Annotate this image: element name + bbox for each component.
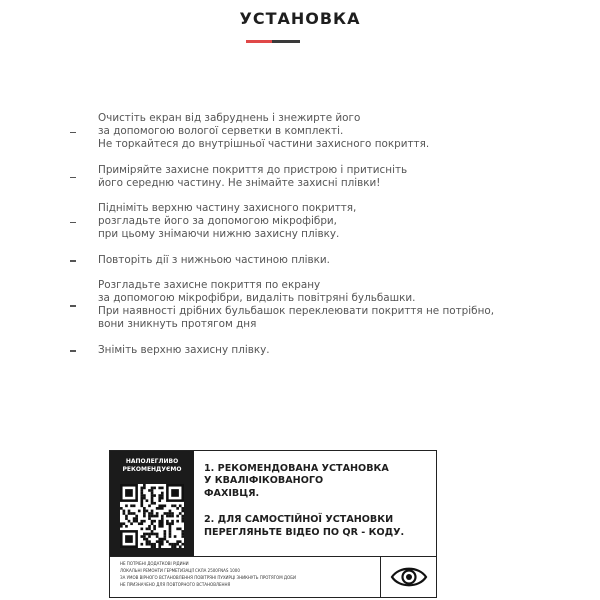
step-bullet	[70, 222, 76, 223]
step-text	[98, 279, 540, 332]
recommendation-item-1	[204, 463, 429, 500]
note-line: НЕ ПОТРІБНІ ДОДАТКОВІ РІДИНИ	[120, 561, 189, 566]
step-line: Не торкайтеся до внутрішньої частини захисного покриття.	[98, 138, 430, 151]
step-line: Очистіть екран від забруднень і знежирте його	[98, 112, 361, 124]
recommendation-line: ПЕРЕГЛЯНЬТЕ ВІДЕО ПО QR - КОДУ.	[204, 526, 405, 538]
recommendation-line: ФАХІВЦЯ.	[204, 487, 260, 499]
recommendation-badge-panel	[110, 451, 194, 556]
step-line: вони зникнуть протягом дня	[98, 318, 257, 331]
qr-code-icon[interactable]	[120, 484, 184, 548]
recommendation-divider	[110, 556, 436, 557]
step-6	[60, 344, 540, 357]
recommendation-item-2	[204, 514, 429, 539]
badge-line: РЕКОМЕНДУЄМО	[122, 466, 182, 473]
title-underline	[246, 40, 300, 43]
step-line: При наявності дрібних бульбашок переклеювати покриття не потрібно,	[98, 305, 495, 318]
recommendation-notes	[120, 560, 378, 588]
step-bullet	[70, 177, 76, 178]
page-title: УСТАНОВКА	[239, 9, 361, 28]
step-4	[60, 254, 540, 267]
recommendation-badge	[110, 458, 194, 474]
qr-code-graphic	[120, 484, 184, 548]
step-3	[60, 202, 540, 242]
step-bullet	[70, 260, 76, 261]
step-text	[98, 344, 540, 357]
badge-line: НАПОЛЕГЛИВО	[125, 458, 179, 465]
step-text	[98, 164, 540, 190]
recommendation-box	[109, 450, 437, 598]
step-text	[98, 112, 540, 152]
note-line: ЛОКАЛЬНІ РЕМОНТИ ГЕРМЕТИЗАЦІЇ СКЛА 2500FNAS 1000	[120, 568, 240, 573]
note-line: НЕ ПРИЗНАЧЕНО ДЛЯ ПОВТОРНОГО ВСТАНОВЛЕННЯ	[120, 582, 231, 587]
step-line: Приміряйте захисне покриття до пристрою і притисніть	[98, 163, 408, 176]
step-text	[98, 202, 540, 242]
step-line: Підніміть верхню частину захисного покриття,	[98, 202, 357, 215]
note-line: ЗА УМОВ ВІРНОГО ВСТАНОВЛЕННЯ ПОВІТРЯНІ ПУХИРЦІ ЗНИКНУТЬ ПРОТЯГОМ ДОБИ	[120, 575, 296, 580]
step-line: розгладьте його за допомогою мікрофібри,	[98, 215, 337, 228]
step-line: його середню частину. Не знімайте захисні плівки!	[98, 176, 381, 189]
instruction-steps	[60, 112, 540, 369]
step-bullet	[70, 305, 76, 306]
step-line: при цьому знімаючи нижню захисну плівку.	[98, 228, 340, 241]
recommendation-line: 2. ДЛЯ САМОСТІЙНОЇ УСТАНОВКИ	[204, 514, 394, 526]
step-2	[60, 164, 540, 190]
underline-dark-segment	[272, 40, 300, 43]
eye-divider	[380, 556, 381, 598]
recommendation-text	[204, 463, 429, 553]
step-bullet	[70, 132, 76, 133]
underline-red-segment	[246, 40, 272, 43]
step-text	[98, 254, 540, 267]
step-line: за допомогою мікрофібри, видаліть повітряні бульбашки.	[98, 292, 416, 305]
step-line: Розгладьте захисне покриття по екрану	[98, 278, 321, 291]
recommendation-line: 1. РЕКОМЕНДОВАНА УСТАНОВКА	[204, 463, 389, 474]
step-5	[60, 279, 540, 332]
step-1	[60, 112, 540, 152]
step-bullet	[70, 350, 76, 351]
recommendation-line: У КВАЛІФІКОВАНОГО	[204, 475, 324, 487]
step-line: Повторіть дії з нижньою частиною плівки.	[98, 253, 330, 266]
eye-icon	[390, 563, 428, 591]
step-line: за допомогою вологої серветки в комплекті.	[98, 125, 344, 138]
step-line: Зніміть верхню захисну плівку.	[98, 343, 270, 356]
